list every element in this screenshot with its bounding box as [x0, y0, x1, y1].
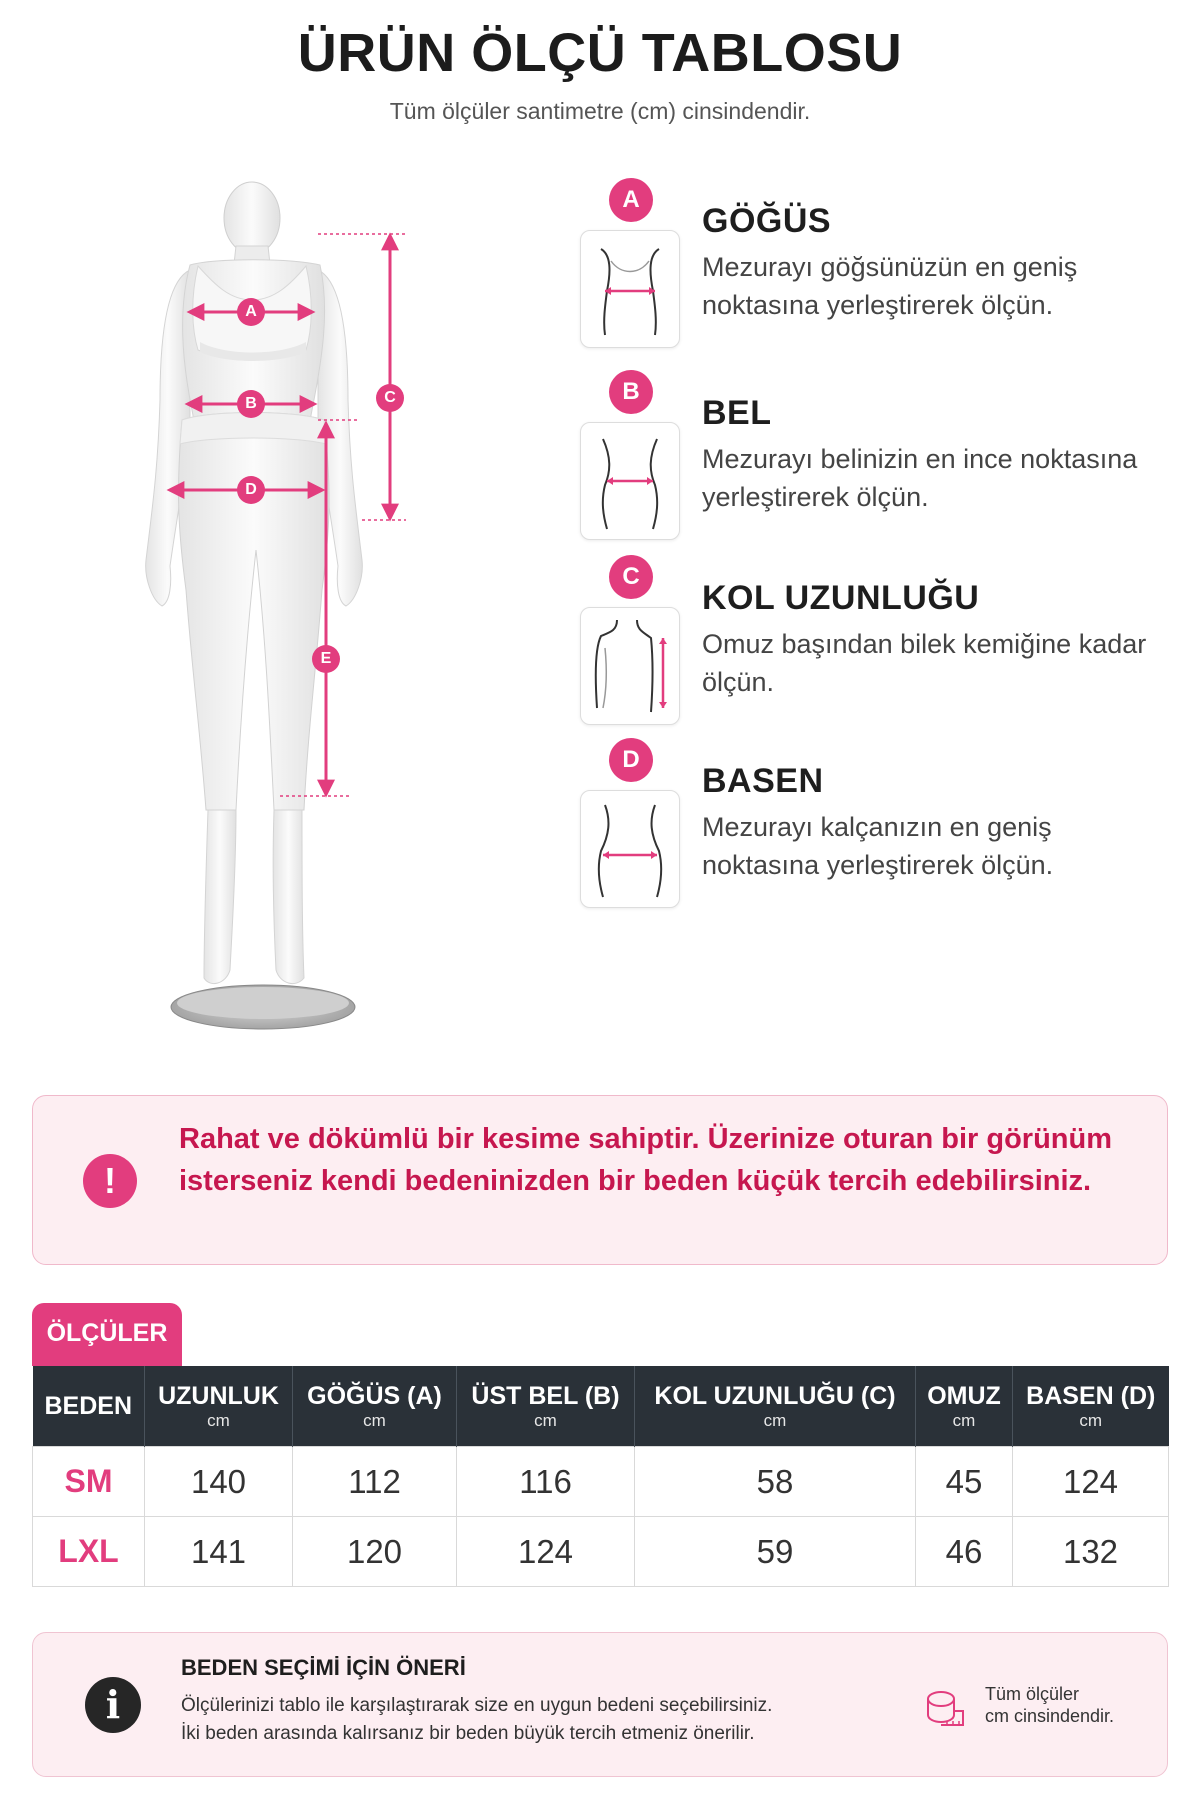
waist-measure-icon [580, 422, 680, 540]
col-header-upper-waist: ÜST BEL (B) cm [457, 1366, 635, 1447]
guide-badge-b: B [609, 370, 653, 414]
col-header-shoulder: OMUZ cm [916, 1366, 1013, 1447]
tip-text-line-1: Ölçülerinizi tablo ile karşılaştırarak size en uygun bedeni seçebilirsiniz. [181, 1695, 773, 1716]
guide-title-chest: GÖĞÜS [702, 202, 832, 240]
guide-desc-waist: Mezurayı belinizin en ince noktasına yerleştirerek ölçün. [702, 444, 1138, 512]
page-title: ÜRÜN ÖLÇÜ TABLOSU [297, 23, 903, 83]
tip-text-line-2: İki beden arasında kalırsanız bir beden büyük tercih etmeniz önerilir. [181, 1723, 755, 1744]
table-tab-label: ÖLÇÜLER [32, 1303, 182, 1366]
tip-side-note [985, 1683, 1114, 1727]
guide-item-chest [580, 178, 1180, 358]
guide-badge-a: A [609, 178, 653, 222]
tip-title: BEDEN SEÇİMİ İÇİN ÖNERİ [181, 1655, 466, 1680]
guide-desc-chest: Mezurayı göğsünüzün en geniş noktasına yerleştirerek ölçün. [702, 252, 1078, 320]
col-header-chest: GÖĞÜS (A) cm [293, 1366, 457, 1447]
mannequin-figure [40, 170, 510, 1045]
table-cell: 132 [1013, 1517, 1169, 1587]
table-cell: 112 [293, 1447, 457, 1517]
table-cell: 45 [916, 1447, 1013, 1517]
hip-measure-icon [580, 790, 680, 908]
marker-e-badge: E [312, 645, 340, 673]
guide-badge-d: D [609, 738, 653, 782]
table-cell: 124 [1013, 1447, 1169, 1517]
table-cell: 116 [457, 1447, 635, 1517]
size-table [32, 1366, 1169, 1587]
chest-measure-icon [580, 230, 680, 348]
info-icon: i [85, 1677, 141, 1733]
fit-note-text: Rahat ve dökümlü bir kesime sahiptir. Üzerinize oturan bir görünüm isterseniz kendi bedeninizden bir beden küçük tercih edebilirsiniz. [179, 1123, 1113, 1197]
guide-desc-arm: Omuz başından bilek kemiğine kadar ölçün. [702, 629, 1147, 697]
measuring-tape-icon [923, 1687, 965, 1734]
table-cell: 46 [916, 1517, 1013, 1587]
col-header-arm-length: KOL UZUNLUĞU (C) cm [635, 1366, 916, 1447]
guide-badge-c: C [609, 555, 653, 599]
guide-title-waist: BEL [702, 394, 772, 432]
table-row [33, 1447, 1169, 1517]
col-header-size: BEDEN [33, 1366, 145, 1447]
guide-item-waist [580, 370, 1180, 550]
size-cell: LXL [33, 1517, 145, 1587]
size-tip-box [32, 1632, 1168, 1777]
guide-desc-hip: Mezurayı kalçanızın en geniş noktasına yerleştirerek ölçün. [702, 812, 1054, 880]
table-cell: 124 [457, 1517, 635, 1587]
marker-b-badge: B [237, 390, 265, 418]
guide-title-arm: KOL UZUNLUĞU [702, 579, 980, 617]
fit-note [32, 1095, 1168, 1265]
table-cell: 140 [145, 1447, 293, 1517]
tip-side-line-1: Tüm ölçüler [985, 1684, 1080, 1704]
table-row [33, 1517, 1169, 1587]
marker-c-badge: C [376, 384, 404, 412]
table-cell: 120 [293, 1517, 457, 1587]
arm-length-icon [580, 607, 680, 725]
exclamation-icon: ! [83, 1154, 137, 1208]
col-header-hip: BASEN (D) cm [1013, 1366, 1169, 1447]
col-header-length: UZUNLUK cm [145, 1366, 293, 1447]
table-cell: 58 [635, 1447, 916, 1517]
table-header-row [33, 1366, 1169, 1447]
guide-item-hip [580, 738, 1180, 918]
page-subtitle: Tüm ölçüler santimetre (cm) cinsindendir. [389, 98, 811, 124]
size-cell: SM [33, 1447, 145, 1517]
marker-a-badge: A [237, 298, 265, 326]
guide-item-arm [580, 555, 1180, 735]
guide-title-hip: BASEN [702, 762, 824, 800]
marker-d-badge: D [237, 476, 265, 504]
table-cell: 59 [635, 1517, 916, 1587]
table-cell: 141 [145, 1517, 293, 1587]
tip-side-line-2: cm cinsindendir. [985, 1706, 1115, 1726]
